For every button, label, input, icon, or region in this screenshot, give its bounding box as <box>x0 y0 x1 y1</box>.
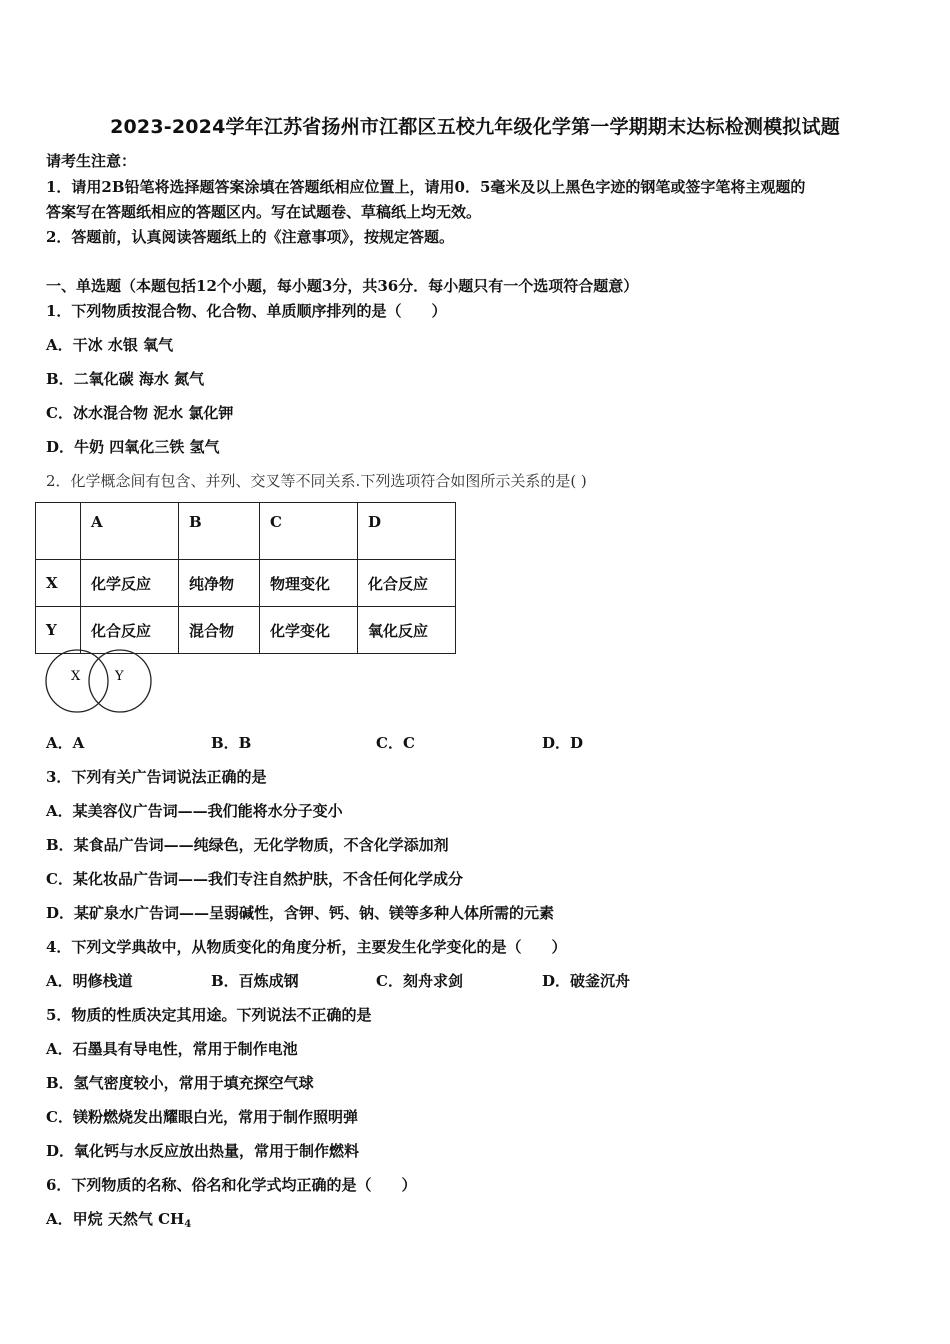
question-2-option-c[interactable]: C．C <box>376 734 415 752</box>
table-row <box>36 560 456 607</box>
table-cell: 化合反应 <box>358 560 456 607</box>
question-4-option-c[interactable]: C．刻舟求剑 <box>376 972 463 990</box>
question-2-stem: 2．化学概念间有包含、并列、交叉等不同关系.下列选项符合如图所示关系的是( ) <box>46 472 587 490</box>
question-5-option-b[interactable]: B．氢气密度较小，常用于填充探空气球 <box>46 1074 314 1092</box>
table-header-cell: C <box>260 503 358 560</box>
table-cell: 化学变化 <box>260 607 358 654</box>
notice-heading: 请考生注意： <box>46 152 137 170</box>
question-5-option-d[interactable]: D．氧化钙与水反应放出热量，常用于制作燃料 <box>46 1142 360 1160</box>
table-cell: 混合物 <box>179 607 260 654</box>
question-2-option-a[interactable]: A．A <box>46 734 85 752</box>
question-6-option-a-text: A．甲烷 天然气 CH <box>46 1210 185 1228</box>
question-1-option-d[interactable]: D．牛奶 四氧化三铁 氢气 <box>46 438 220 456</box>
question-1-option-b[interactable]: B．二氧化碳 海水 氮气 <box>46 370 205 388</box>
table-header-cell: D <box>358 503 456 560</box>
table-header-cell: B <box>179 503 260 560</box>
venn-label-x: X <box>71 669 81 684</box>
table-header-row <box>36 503 456 560</box>
venn-diagram <box>44 648 156 714</box>
question-4-stem: 4．下列文学典故中，从物质变化的角度分析，主要发生化学变化的是（ ） <box>46 938 567 956</box>
question-5-option-c[interactable]: C．镁粉燃烧发出耀眼白光，常用于制作照明弹 <box>46 1108 358 1126</box>
table-row <box>36 607 456 654</box>
question-3-option-a[interactable]: A．某美容仪广告词——我们能将水分子变小 <box>46 802 343 820</box>
question-6-stem: 6．下列物质的名称、俗名和化学式均正确的是（ ） <box>46 1176 417 1194</box>
table-cell: X <box>36 560 81 607</box>
table-cell: 纯净物 <box>179 560 260 607</box>
section-heading: 一、单选题（本题包括12个小题，每小题3分，共36分．每小题只有一个选项符合题意） <box>46 277 639 295</box>
table-cell: 物理变化 <box>260 560 358 607</box>
question-1-option-c[interactable]: C．冰水混合物 泥水 氯化钾 <box>46 404 234 422</box>
table-cell: Y <box>36 607 81 654</box>
table-cell: 化学反应 <box>81 560 179 607</box>
question-3-option-c[interactable]: C．某化妆品广告词——我们专注自然护肤，不含任何化学成分 <box>46 870 463 888</box>
question-1-option-a[interactable]: A．干冰 水银 氧气 <box>46 336 174 354</box>
notice-item-2: 2．答题前，认真阅读答题纸上的《注意事项》，按规定答题。 <box>46 228 454 246</box>
venn-label-y: Y <box>115 669 124 684</box>
page-title: 2023-2024学年江苏省扬州市江都区五校九年级化学第一学期期末达标检测模拟试题 <box>110 116 840 138</box>
question-2-option-b[interactable]: B．B <box>211 734 252 752</box>
question-3-option-b[interactable]: B．某食品广告词——纯绿色，无化学物质，不含化学添加剂 <box>46 836 449 854</box>
notice-item-1-line-2: 答案写在答题纸相应的答题区内。写在试题卷、草稿纸上均无效。 <box>46 203 482 221</box>
question-4-option-b[interactable]: B．百炼成钢 <box>211 972 299 990</box>
question-2-option-d[interactable]: D．D <box>542 734 584 752</box>
table-cell: 化合反应 <box>81 607 179 654</box>
question-1-stem: 1．下列物质按混合物、化合物、单质顺序排列的是（ ） <box>46 302 447 320</box>
question-5-option-a[interactable]: A．石墨具有导电性，常用于制作电池 <box>46 1040 298 1058</box>
question-5-stem: 5．物质的性质决定其用途。下列说法不正确的是 <box>46 1006 372 1024</box>
notice-item-1-line-1: 1．请用2B铅笔将选择题答案涂填在答题纸相应位置上，请用0．5毫米及以上黑色字迹的钢笔或签字笔将主观题的 <box>46 178 806 196</box>
question-3-option-d[interactable]: D．某矿泉水广告词——呈弱碱性，含钾、钙、钠、镁等多种人体所需的元素 <box>46 904 555 922</box>
question-4-option-a[interactable]: A．明修栈道 <box>46 972 133 990</box>
table-cell: 氧化反应 <box>358 607 456 654</box>
table-header-cell <box>36 503 81 560</box>
table-header-cell: A <box>81 503 179 560</box>
question-6-option-a-subscript: 4 <box>184 1219 192 1230</box>
question-4-option-d[interactable]: D．破釜沉舟 <box>542 972 631 990</box>
relationship-table <box>35 502 456 654</box>
question-6-option-a[interactable] <box>46 1209 191 1235</box>
question-3-stem: 3．下列有关广告词说法正确的是 <box>46 768 267 786</box>
